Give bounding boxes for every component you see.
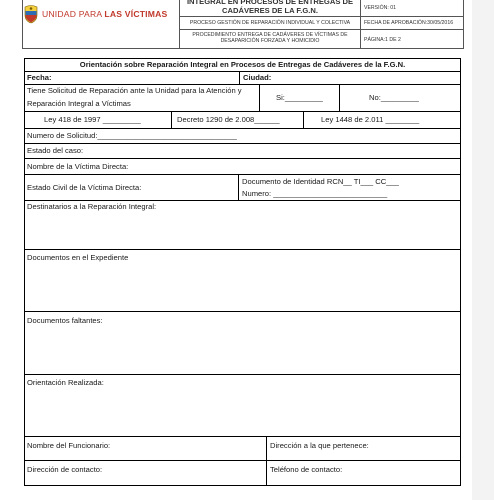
si-field: Si:_________ [276,93,323,102]
form-title: Orientación sobre Reparación Integral en Procesos de Entregas de Cadáveres de la F.G.N. [79,60,406,69]
numero-solicitud-field: Numero de Solicitud:_________________________________ [27,131,237,140]
direccion-pertenece-label: Dirección a la que pertenece: [270,441,369,450]
header-procedure: PROCEDIMIENTO ENTREGA DE CADÁVERES DE VÍCTIMAS DE DESAPARICIÓN FORZADA Y HOMICIDIO [192,32,348,44]
telefono-contacto-label: Teléfono de contacto: [270,465,343,474]
ley-1448-field: Ley 1448 de 2.011 ________ [321,115,420,124]
header-approval-date: FECHA DE APROBACIÓN:30/05/2016 [364,20,454,26]
coat-of-arms-icon [23,4,39,24]
page-edge [472,0,494,500]
header-title: INTEGRAL EN PROCESOS DE ENTREGAS DE CADÁVERES DE LA F.G.N. [186,0,354,15]
direccion-contacto-label: Dirección de contacto: [27,465,103,474]
numero-documento-field: Numero: ___________________________ [242,189,388,198]
estado-civil-label: Estado Civil de la Víctima Directa: [27,183,142,192]
fecha-label: Fecha: [27,73,52,82]
orientacion-realizada-label: Orientación Realizada: [27,378,104,387]
documentos-expediente-label: Documentos en el Expediente [27,253,129,262]
solicitud-label-line2: Reparación Integral a Víctimas [27,99,131,108]
logo-text: UNIDAD PARA LAS VÍCTIMAS [42,9,168,19]
ciudad-label: Ciudad: [243,73,272,82]
estado-caso-label: Estado del caso: [27,146,84,155]
no-field: No:_________ [369,93,419,102]
decreto-1290-field: Decreto 1290 de 2.008______ [177,115,280,124]
header-version: VERSIÓN: 01 [364,5,397,11]
documento-identidad-field: Documento de Identidad RCN__ TI___ CC___ [242,177,399,186]
documentos-faltantes-label: Documentos faltantes: [27,316,103,325]
ley-418-field: Ley 418 de 1997 _________ [44,115,141,124]
solicitud-label-line1: Tiene Solicitud de Reparación ante la Unidad para la Atención y [27,86,242,95]
header-process: PROCESO GESTIÓN DE REPARACIÓN INDIVIDUAL Y COLECTIVA [189,20,351,26]
destinatarios-label: Destinatarios a la Reparación Integral: [27,202,157,211]
nombre-victima-label: Nombre de la Víctima Directa: [27,162,129,171]
nombre-funcionario-label: Nombre del Funcionario: [27,441,111,450]
header-page: PÁGINA:1 DE 2 [364,37,401,43]
